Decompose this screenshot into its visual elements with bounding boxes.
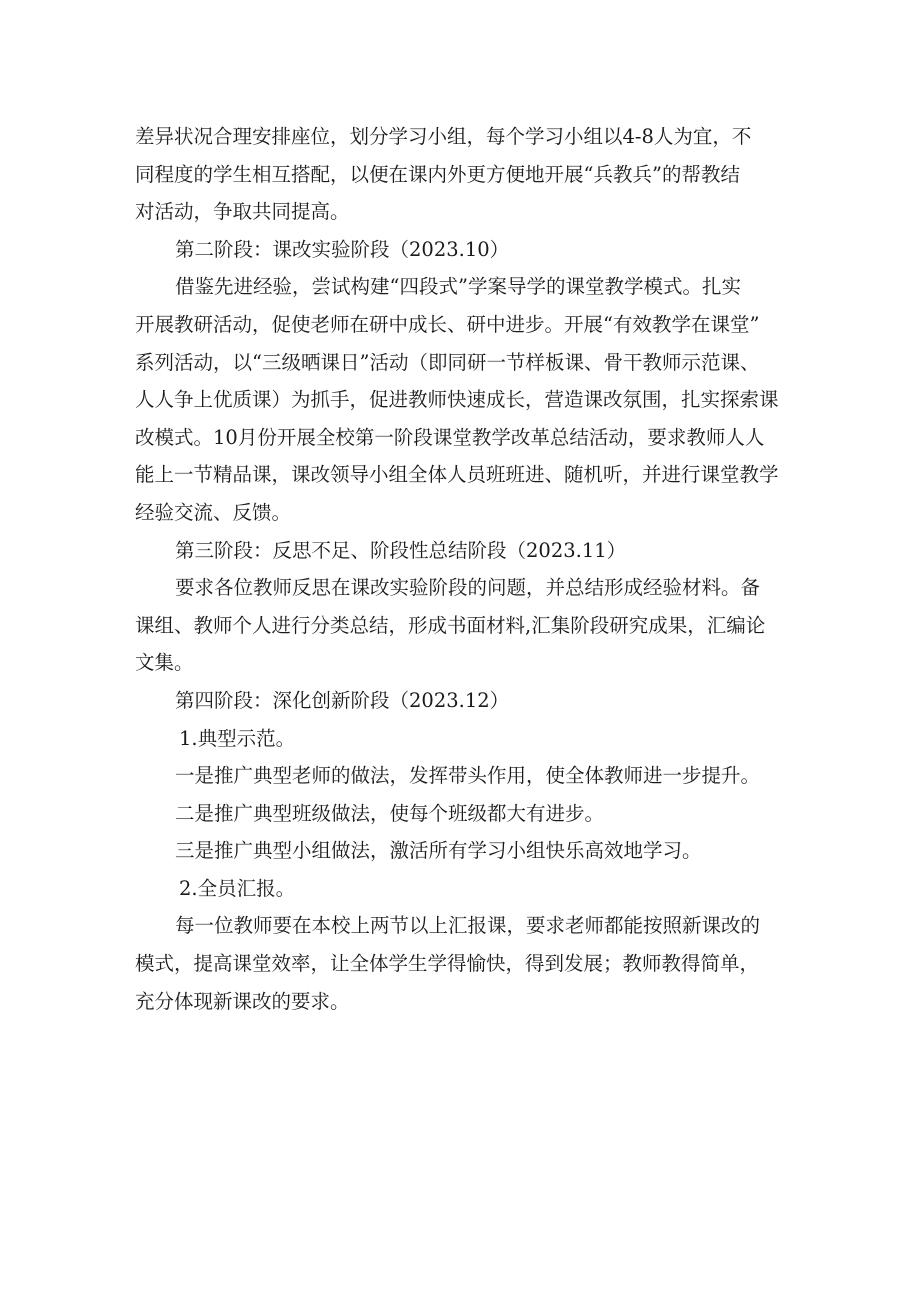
paragraph-line: 系列活动，以“三级晒课日”活动（即同研一节样板课、骨干教师示范课、 — [135, 350, 760, 374]
paragraph-line: 一是推广典型老师的做法，发挥带头作用，使全体教师进一步提升。 — [175, 764, 761, 788]
paragraph-line: 人人争上优质课）为抓手，促进教师快速成长，营造课改氛围，扎实探索课 — [135, 388, 779, 412]
paragraph-line: 要求各位教师反思在课改实验阶段的问题，并总结形成经验材料。备 — [175, 576, 761, 600]
paragraph-line: 差异状况合理安排座位，划分学习小组，每个学习小组以4-8人为宜，不 — [135, 125, 752, 148]
paragraph-line: 三是推广典型小组做法，激活所有学习小组快乐高效地学习。 — [175, 839, 702, 863]
section-heading: 第三阶段：反思不足、阶段性总结阶段（2023.11） — [175, 538, 627, 562]
document-body — [135, 118, 790, 1020]
paragraph-line: 充分体现新课改的要求。 — [135, 989, 350, 1013]
paragraph-line: 模式，提高课堂效率，让全体学生学得愉快，得到发展；教师教得简单， — [135, 952, 760, 976]
paragraph-line: 每一位教师要在本校上两节以上汇报课，要求老师都能按照新课改的 — [175, 914, 761, 938]
paragraph-line: 改模式。10月份开展全校第一阶段课堂教学改革总结活动，要求教师人人 — [135, 425, 765, 449]
paragraph-line: 对活动，争取共同提高。 — [135, 200, 350, 224]
list-heading: 1.典型示范。 — [179, 726, 296, 750]
paragraph-line: 借鉴先进经验，尝试构建“四段式”学案导学的课堂教学模式。扎实 — [175, 275, 741, 299]
paragraph-line: 同程度的学生相互搭配，以便在课内外更方便地开展“兵教兵”的帮教结 — [135, 162, 740, 186]
paragraph-line: 经验交流、反馈。 — [135, 500, 292, 524]
paragraph-line: 课组、教师个人进行分类总结，形成书面材料,汇集阶段研究成果，汇编论 — [135, 613, 766, 637]
paragraph-line: 文集。 — [135, 651, 194, 675]
paragraph-line: 开展教研活动，促使老师在研中成长、研中进步。开展“有效教学在课堂” — [135, 312, 760, 336]
section-heading: 第四阶段：深化创新阶段（2023.12） — [175, 688, 510, 712]
paragraph-line: 能上一节精品课，课改领导小组全体人员班班进、随机听，并进行课堂教学 — [135, 463, 779, 487]
list-heading: 2.全员汇报。 — [179, 876, 296, 900]
paragraph-line: 二是推广典型班级做法，使每个班级都大有进步。 — [175, 801, 605, 825]
section-heading: 第二阶段：课改实验阶段（2023.10） — [175, 237, 510, 261]
